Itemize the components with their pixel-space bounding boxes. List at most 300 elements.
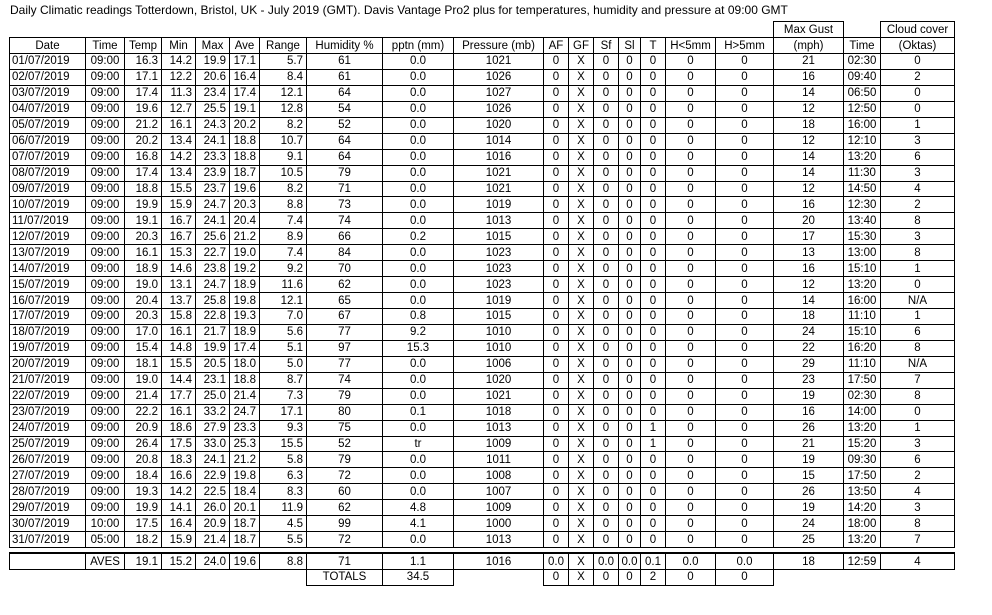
cell-pressure: 1023 <box>454 277 544 293</box>
cell-af: 0 <box>544 133 569 149</box>
aves-max-gust-mph: 18 <box>774 553 844 569</box>
cell-h-lt5mm: 0 <box>666 340 716 356</box>
cell-max-gust-mph: 26 <box>774 484 844 500</box>
cell-h-gt5mm: 0 <box>716 101 774 117</box>
cell-time: 09:00 <box>86 452 125 468</box>
table-row <box>10 54 955 70</box>
cell-range: 8.9 <box>260 229 307 245</box>
cell-max-gust-mph: 20 <box>774 213 844 229</box>
cell-max-gust-mph: 19 <box>774 452 844 468</box>
cell-cloud-oktas: 7 <box>881 372 955 388</box>
cell-humidity: 74 <box>307 372 383 388</box>
cell-pressure: 1027 <box>454 85 544 101</box>
aves-gf: X <box>569 553 594 569</box>
cell-gust-time: 13:40 <box>844 213 881 229</box>
cell-h-gt5mm: 0 <box>716 213 774 229</box>
cell-h-lt5mm: 0 <box>666 101 716 117</box>
cell-af: 0 <box>544 261 569 277</box>
cell-max-gust-mph: 21 <box>774 54 844 70</box>
table-row <box>10 245 955 261</box>
cell-time: 09:00 <box>86 324 125 340</box>
cell-pressure: 1011 <box>454 452 544 468</box>
cell-max: 20.6 <box>196 69 230 85</box>
cell-sl: 0 <box>619 309 641 325</box>
cell-range: 10.7 <box>260 133 307 149</box>
cell-sf: 0 <box>594 149 619 165</box>
cell-cloud-oktas: 8 <box>881 516 955 532</box>
cell-ave: 21.2 <box>230 229 260 245</box>
column-header-pptn: pptn (mm) <box>383 38 454 54</box>
cell-af: 0 <box>544 245 569 261</box>
cell-max-gust-mph: 16 <box>774 404 844 420</box>
table-row <box>10 468 955 484</box>
cell-pptn: 0.0 <box>383 213 454 229</box>
cell-range: 8.3 <box>260 484 307 500</box>
cell-pptn: 0.0 <box>383 54 454 70</box>
cell-h-gt5mm: 0 <box>716 388 774 404</box>
aves-max: 24.0 <box>196 553 230 569</box>
cell-min: 17.5 <box>162 436 196 452</box>
cell-time: 09:00 <box>86 213 125 229</box>
cell-sl: 0 <box>619 420 641 436</box>
cell-sf: 0 <box>594 324 619 340</box>
cell-cloud-oktas: 3 <box>881 500 955 516</box>
cell-max-gust-mph: 14 <box>774 165 844 181</box>
cell-pptn: 0.0 <box>383 85 454 101</box>
cell-temp: 18.4 <box>125 468 162 484</box>
cell-max-gust-mph: 12 <box>774 277 844 293</box>
cell-h-lt5mm: 0 <box>666 356 716 372</box>
cell-sl: 0 <box>619 149 641 165</box>
cell-gf: X <box>569 181 594 197</box>
cell-max-gust-mph: 12 <box>774 133 844 149</box>
max-gust-header: Max Gust <box>774 22 844 38</box>
totals-blank <box>774 570 955 586</box>
aves-time: AVES <box>86 553 125 569</box>
cell-t: 1 <box>641 420 666 436</box>
table-row <box>10 404 955 420</box>
cell-max: 33.0 <box>196 436 230 452</box>
cell-af: 0 <box>544 277 569 293</box>
cell-range: 8.8 <box>260 197 307 213</box>
cell-pptn: 0.0 <box>383 69 454 85</box>
cell-gust-time: 15:10 <box>844 261 881 277</box>
cell-pptn: tr <box>383 436 454 452</box>
cell-max-gust-mph: 15 <box>774 468 844 484</box>
cell-pressure: 1026 <box>454 101 544 117</box>
cell-temp: 20.4 <box>125 293 162 309</box>
cell-min: 16.7 <box>162 229 196 245</box>
cell-pptn: 9.2 <box>383 324 454 340</box>
cell-min: 12.7 <box>162 101 196 117</box>
cell-date: 05/07/2019 <box>10 117 86 133</box>
cell-sl: 0 <box>619 500 641 516</box>
cell-cloud-oktas: 8 <box>881 213 955 229</box>
cell-humidity: 80 <box>307 404 383 420</box>
cell-humidity: 72 <box>307 532 383 548</box>
cell-h-gt5mm: 0 <box>716 372 774 388</box>
totals-pptn: 34.5 <box>383 570 454 586</box>
cell-temp: 22.2 <box>125 404 162 420</box>
cell-cloud-oktas: 1 <box>881 261 955 277</box>
cell-humidity: 74 <box>307 213 383 229</box>
cell-h-gt5mm: 0 <box>716 356 774 372</box>
cell-h-lt5mm: 0 <box>666 516 716 532</box>
column-header-max-gust-mph: (mph) <box>774 38 844 54</box>
cell-ave: 24.7 <box>230 404 260 420</box>
cell-date: 18/07/2019 <box>10 324 86 340</box>
cell-cloud-oktas: 1 <box>881 420 955 436</box>
cell-h-gt5mm: 0 <box>716 309 774 325</box>
cell-temp: 19.1 <box>125 213 162 229</box>
cell-sf: 0 <box>594 165 619 181</box>
cell-min: 14.2 <box>162 149 196 165</box>
cell-max: 21.4 <box>196 532 230 548</box>
cell-min: 15.5 <box>162 356 196 372</box>
cell-max: 19.9 <box>196 54 230 70</box>
column-header-min: Min <box>162 38 196 54</box>
cell-gf: X <box>569 277 594 293</box>
aves-h-gt5mm: 0.0 <box>716 553 774 569</box>
cell-humidity: 79 <box>307 452 383 468</box>
cell-sl: 0 <box>619 372 641 388</box>
column-header-cloud-oktas: (Oktas) <box>881 38 955 54</box>
cell-max: 25.0 <box>196 388 230 404</box>
cell-max-gust-mph: 22 <box>774 340 844 356</box>
column-header-af: AF <box>544 38 569 54</box>
cell-pptn: 0.2 <box>383 229 454 245</box>
cell-max: 22.9 <box>196 468 230 484</box>
cell-gust-time: 11:30 <box>844 165 881 181</box>
cell-gust-time: 12:30 <box>844 197 881 213</box>
cell-max: 33.2 <box>196 404 230 420</box>
cell-time: 09:00 <box>86 117 125 133</box>
cell-cloud-oktas: 1 <box>881 117 955 133</box>
cell-af: 0 <box>544 388 569 404</box>
cell-sf: 0 <box>594 85 619 101</box>
cell-af: 0 <box>544 404 569 420</box>
cell-sl: 0 <box>619 213 641 229</box>
cell-t: 0 <box>641 452 666 468</box>
cell-sf: 0 <box>594 340 619 356</box>
cell-gust-time: 13:50 <box>844 484 881 500</box>
cell-ave: 20.4 <box>230 213 260 229</box>
cell-t: 1 <box>641 436 666 452</box>
cell-temp: 18.2 <box>125 532 162 548</box>
cell-sf: 0 <box>594 54 619 70</box>
cell-af: 0 <box>544 468 569 484</box>
cell-pressure: 1009 <box>454 500 544 516</box>
cell-range: 8.4 <box>260 69 307 85</box>
cell-h-lt5mm: 0 <box>666 404 716 420</box>
table-row <box>10 372 955 388</box>
aves-date <box>10 553 86 569</box>
cell-time: 09:00 <box>86 277 125 293</box>
cell-af: 0 <box>544 197 569 213</box>
aves-range: 8.8 <box>260 553 307 569</box>
totals-label: TOTALS <box>307 570 383 586</box>
aves-sf: 0.0 <box>594 553 619 569</box>
cell-ave: 18.8 <box>230 133 260 149</box>
cell-pressure: 1013 <box>454 213 544 229</box>
cell-pptn: 4.8 <box>383 500 454 516</box>
cell-pressure: 1013 <box>454 532 544 548</box>
cell-date: 24/07/2019 <box>10 420 86 436</box>
cell-pptn: 0.0 <box>383 181 454 197</box>
cell-cloud-oktas: 3 <box>881 133 955 149</box>
cell-pressure: 1015 <box>454 309 544 325</box>
cell-max-gust-mph: 14 <box>774 149 844 165</box>
cell-max: 20.9 <box>196 516 230 532</box>
cell-sf: 0 <box>594 293 619 309</box>
cell-h-lt5mm: 0 <box>666 133 716 149</box>
cell-max-gust-mph: 12 <box>774 101 844 117</box>
cell-max: 26.0 <box>196 500 230 516</box>
cell-af: 0 <box>544 500 569 516</box>
table-row <box>10 101 955 117</box>
cell-humidity: 52 <box>307 436 383 452</box>
cell-sf: 0 <box>594 245 619 261</box>
cell-h-lt5mm: 0 <box>666 117 716 133</box>
cell-time: 09:00 <box>86 133 125 149</box>
cell-cloud-oktas: 0 <box>881 404 955 420</box>
cell-time: 09:00 <box>86 372 125 388</box>
cell-h-lt5mm: 0 <box>666 420 716 436</box>
cell-gust-time: 13:00 <box>844 245 881 261</box>
cell-sl: 0 <box>619 532 641 548</box>
column-header-temp: Temp <box>125 38 162 54</box>
cell-pptn: 0.0 <box>383 101 454 117</box>
cell-t: 0 <box>641 372 666 388</box>
cell-pptn: 15.3 <box>383 340 454 356</box>
cell-sf: 0 <box>594 532 619 548</box>
aves-humidity: 71 <box>307 553 383 569</box>
cell-ave: 19.8 <box>230 293 260 309</box>
cell-humidity: 64 <box>307 149 383 165</box>
cell-af: 0 <box>544 69 569 85</box>
cell-h-lt5mm: 0 <box>666 293 716 309</box>
page-title: Daily Climatic readings Totterdown, Bristol, UK - July 2019 (GMT). Davis Vantage Pro2 plus for temperatures, humidity and pressure at 09:00 GMT <box>10 3 788 17</box>
totals-t: 2 <box>641 570 666 586</box>
cell-min: 12.2 <box>162 69 196 85</box>
cell-h-lt5mm: 0 <box>666 532 716 548</box>
cell-h-gt5mm: 0 <box>716 85 774 101</box>
cell-max: 25.5 <box>196 101 230 117</box>
cell-pressure: 1021 <box>454 165 544 181</box>
cell-cloud-oktas: 8 <box>881 388 955 404</box>
cell-cloud-oktas: N/A <box>881 356 955 372</box>
cell-pptn: 0.0 <box>383 245 454 261</box>
cell-temp: 19.9 <box>125 197 162 213</box>
cell-t: 0 <box>641 165 666 181</box>
column-header-time: Time <box>86 38 125 54</box>
cell-max-gust-mph: 16 <box>774 197 844 213</box>
cell-humidity: 62 <box>307 277 383 293</box>
cell-range: 12.1 <box>260 85 307 101</box>
column-header-date: Date <box>10 38 86 54</box>
cell-cloud-oktas: 3 <box>881 165 955 181</box>
cell-pressure: 1008 <box>454 468 544 484</box>
cell-range: 11.6 <box>260 277 307 293</box>
cell-range: 7.3 <box>260 388 307 404</box>
cell-gf: X <box>569 117 594 133</box>
cell-ave: 18.8 <box>230 372 260 388</box>
cell-range: 11.9 <box>260 500 307 516</box>
cell-pptn: 0.0 <box>383 420 454 436</box>
cell-ave: 21.4 <box>230 388 260 404</box>
cell-t: 0 <box>641 277 666 293</box>
cell-cloud-oktas: 3 <box>881 436 955 452</box>
cell-h-gt5mm: 0 <box>716 293 774 309</box>
cell-pressure: 1009 <box>454 436 544 452</box>
cell-af: 0 <box>544 420 569 436</box>
cell-sl: 0 <box>619 165 641 181</box>
aves-pptn: 1.1 <box>383 553 454 569</box>
cell-pressure: 1013 <box>454 420 544 436</box>
cell-h-lt5mm: 0 <box>666 277 716 293</box>
cell-max-gust-mph: 29 <box>774 356 844 372</box>
column-header-gust-time: Time <box>844 38 881 54</box>
cell-max: 23.1 <box>196 372 230 388</box>
cell-gust-time: 12:50 <box>844 101 881 117</box>
cell-max: 23.9 <box>196 165 230 181</box>
cell-date: 30/07/2019 <box>10 516 86 532</box>
cell-gf: X <box>569 340 594 356</box>
table-row <box>10 420 955 436</box>
cell-af: 0 <box>544 436 569 452</box>
cell-af: 0 <box>544 229 569 245</box>
cell-sf: 0 <box>594 117 619 133</box>
cell-cloud-oktas: N/A <box>881 293 955 309</box>
cell-max: 19.9 <box>196 340 230 356</box>
cell-t: 0 <box>641 197 666 213</box>
cell-cloud-oktas: 0 <box>881 85 955 101</box>
cell-time: 09:00 <box>86 245 125 261</box>
cell-pptn: 4.1 <box>383 516 454 532</box>
cell-h-lt5mm: 0 <box>666 229 716 245</box>
cell-t: 0 <box>641 149 666 165</box>
cell-ave: 18.7 <box>230 532 260 548</box>
table-row <box>10 117 955 133</box>
cell-gf: X <box>569 133 594 149</box>
cell-time: 09:00 <box>86 85 125 101</box>
cell-t: 0 <box>641 340 666 356</box>
cell-humidity: 77 <box>307 324 383 340</box>
cell-range: 12.1 <box>260 293 307 309</box>
cell-af: 0 <box>544 532 569 548</box>
cell-max-gust-mph: 17 <box>774 229 844 245</box>
cell-pressure: 1007 <box>454 484 544 500</box>
cell-pressure: 1016 <box>454 149 544 165</box>
cell-date: 15/07/2019 <box>10 277 86 293</box>
cell-gf: X <box>569 229 594 245</box>
cell-time: 09:00 <box>86 261 125 277</box>
cell-pressure: 1021 <box>454 54 544 70</box>
cell-t: 0 <box>641 85 666 101</box>
group-header-row <box>10 22 955 38</box>
table-row <box>10 532 955 548</box>
cell-humidity: 79 <box>307 388 383 404</box>
cell-gust-time: 15:10 <box>844 324 881 340</box>
cell-date: 08/07/2019 <box>10 165 86 181</box>
cell-h-gt5mm: 0 <box>716 54 774 70</box>
cell-gf: X <box>569 293 594 309</box>
cell-humidity: 61 <box>307 54 383 70</box>
cell-sl: 0 <box>619 261 641 277</box>
aves-temp: 19.1 <box>125 553 162 569</box>
cell-max-gust-mph: 26 <box>774 420 844 436</box>
cell-min: 14.2 <box>162 54 196 70</box>
cell-h-lt5mm: 0 <box>666 388 716 404</box>
cell-sl: 0 <box>619 516 641 532</box>
cell-ave: 25.3 <box>230 436 260 452</box>
cell-temp: 17.4 <box>125 85 162 101</box>
cell-temp: 15.4 <box>125 340 162 356</box>
totals-sf: 0 <box>594 570 619 586</box>
cell-gf: X <box>569 85 594 101</box>
column-header-h-gt5mm: H>5mm <box>716 38 774 54</box>
cell-t: 0 <box>641 54 666 70</box>
cell-min: 15.9 <box>162 532 196 548</box>
cell-sf: 0 <box>594 277 619 293</box>
cell-sl: 0 <box>619 293 641 309</box>
column-header-h-lt5mm: H<5mm <box>666 38 716 54</box>
cell-max-gust-mph: 16 <box>774 261 844 277</box>
cell-humidity: 72 <box>307 468 383 484</box>
cell-pptn: 0.8 <box>383 309 454 325</box>
cell-cloud-oktas: 8 <box>881 245 955 261</box>
table-row <box>10 197 955 213</box>
cell-time: 09:00 <box>86 436 125 452</box>
cell-ave: 17.4 <box>230 85 260 101</box>
cell-t: 0 <box>641 309 666 325</box>
cell-range: 5.8 <box>260 452 307 468</box>
cell-gust-time: 02:30 <box>844 388 881 404</box>
table-row <box>10 516 955 532</box>
table-row <box>10 149 955 165</box>
cell-gf: X <box>569 213 594 229</box>
cell-gf: X <box>569 324 594 340</box>
cell-range: 10.5 <box>260 165 307 181</box>
cell-sl: 0 <box>619 117 641 133</box>
cell-t: 0 <box>641 101 666 117</box>
cell-humidity: 64 <box>307 133 383 149</box>
cell-range: 7.4 <box>260 213 307 229</box>
column-header-max: Max <box>196 38 230 54</box>
cell-time: 09:00 <box>86 420 125 436</box>
cell-temp: 16.1 <box>125 245 162 261</box>
cell-h-gt5mm: 0 <box>716 117 774 133</box>
column-header-t: T <box>641 38 666 54</box>
cell-pressure: 1018 <box>454 404 544 420</box>
cell-gf: X <box>569 436 594 452</box>
aves-ave: 19.6 <box>230 553 260 569</box>
cell-max: 20.5 <box>196 356 230 372</box>
cell-sf: 0 <box>594 356 619 372</box>
cell-gust-time: 11:10 <box>844 356 881 372</box>
cell-min: 18.6 <box>162 420 196 436</box>
cell-h-lt5mm: 0 <box>666 197 716 213</box>
cell-h-gt5mm: 0 <box>716 468 774 484</box>
cell-max-gust-mph: 18 <box>774 117 844 133</box>
cell-h-lt5mm: 0 <box>666 165 716 181</box>
cell-sl: 0 <box>619 69 641 85</box>
cell-temp: 19.9 <box>125 500 162 516</box>
cell-max: 24.7 <box>196 277 230 293</box>
cell-humidity: 64 <box>307 85 383 101</box>
cell-af: 0 <box>544 101 569 117</box>
cell-humidity: 61 <box>307 69 383 85</box>
